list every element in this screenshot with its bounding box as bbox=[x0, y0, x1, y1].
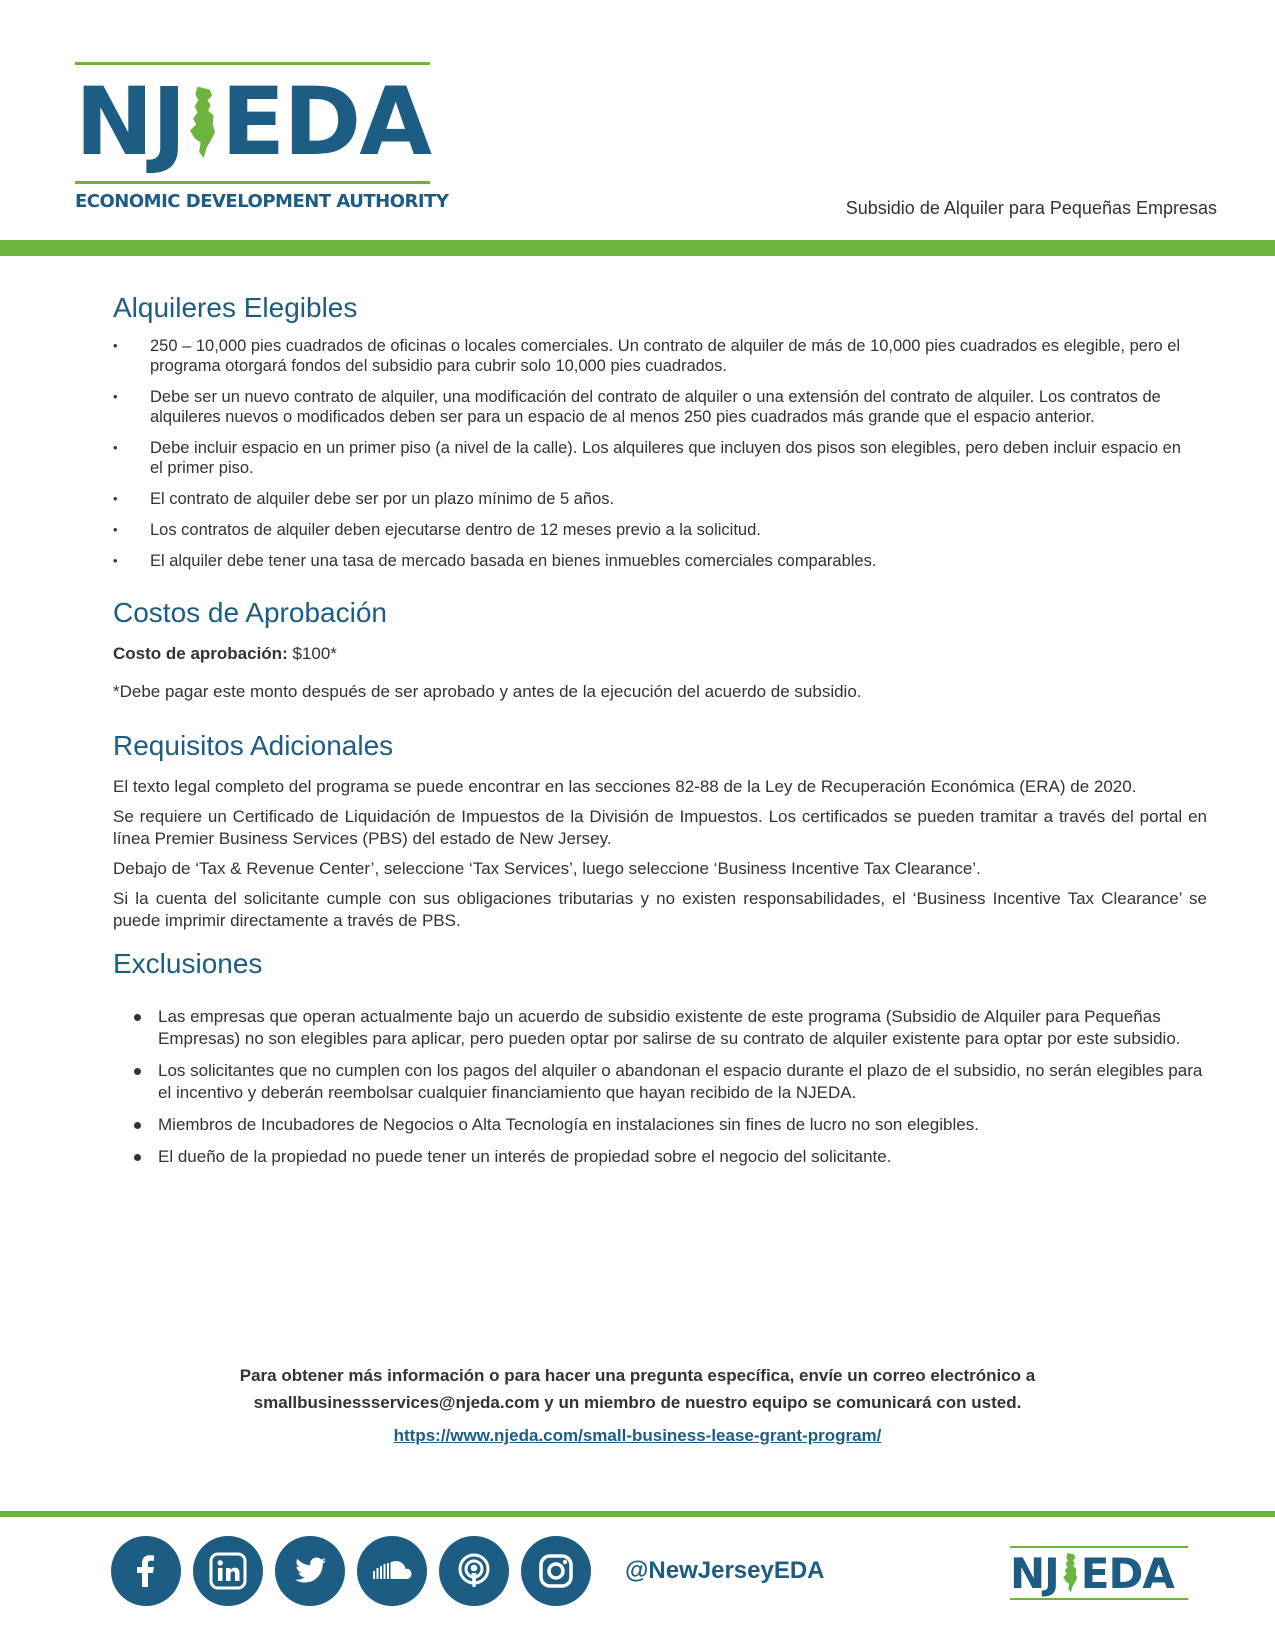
new-jersey-state-icon bbox=[187, 76, 217, 170]
social-handle[interactable]: @NewJerseyEDA bbox=[625, 1557, 825, 1584]
logo-wordmark bbox=[75, 65, 430, 181]
footer-logo-bottom-rule bbox=[1010, 1598, 1188, 1600]
approval-cost-label: Costo de aprobación: bbox=[113, 644, 288, 663]
approval-cost bbox=[113, 643, 1207, 665]
instagram-icon[interactable] bbox=[521, 1536, 591, 1606]
contact-line-1: Para obtener más información o para hacer una pregunta específica, envíe un correo electrónico a bbox=[239, 1366, 1036, 1385]
exclusions-list bbox=[113, 1006, 1207, 1168]
logo-bottom-rule bbox=[75, 181, 430, 184]
contact-line-2: smallbusinessservices@njeda.com y un miembro de nuestro equipo se comunicará con usted. bbox=[253, 1393, 1022, 1412]
requirements-body bbox=[113, 776, 1207, 932]
new-jersey-state-icon bbox=[1061, 1552, 1079, 1594]
facebook-icon[interactable] bbox=[111, 1536, 181, 1606]
approval-cost-value: $100* bbox=[287, 644, 337, 663]
list-item: El dueño de la propiedad no puede tener un interés de propiedad sobre el negocio del solicitante. bbox=[113, 1146, 1207, 1168]
footer-logo-text-nj: NJ bbox=[1010, 1548, 1059, 1598]
podcast-icon[interactable] bbox=[439, 1536, 509, 1606]
logo-text-nj: NJ bbox=[75, 68, 185, 177]
logo-subtitle: ECONOMIC DEVELOPMENT AUTHORITY bbox=[75, 191, 449, 212]
logo-text-eda: EDA bbox=[221, 68, 430, 177]
soundcloud-icon[interactable] bbox=[357, 1536, 427, 1606]
eligible-list bbox=[113, 336, 1207, 571]
footer-logo-wordmark bbox=[1010, 1548, 1188, 1598]
requirements-paragraph: El texto legal completo del programa se puede encontrar en las secciones 82-88 de la Ley de Recuperación Económica (ERA) de 2020. bbox=[113, 777, 1137, 796]
section-title-exclusions: Exclusiones bbox=[113, 948, 263, 979]
social-links bbox=[111, 1536, 825, 1606]
njeda-logo bbox=[75, 62, 449, 212]
document-subtitle: Subsidio de Alquiler para Pequeñas Empresas bbox=[845, 198, 1217, 218]
list-item: • Debe ser un nuevo contrato de alquiler, una modificación del contrato de alquiler o una extensión del contrato de alquiler. Los contratos de alquileres nuevos o modificados deben ser para un espacio de al menos 250 pies cuadrados más grande que el espacio anterior. bbox=[113, 387, 1207, 427]
approval-cost-note: *Debe pagar este monto después de ser aprobado y antes de la ejecución del acuerdo de subsidio. bbox=[113, 682, 862, 701]
list-item: Miembros de Incubadores de Negocios o Alta Tecnología en instalaciones sin fines de lucro no son elegibles. bbox=[113, 1114, 1207, 1136]
requirements-paragraph: Se requiere un Certificado de Liquidación de Impuestos de la División de Impuestos. Los certificados se pueden tramitar a través del portal en línea Premier Business Services (PBS) del estado de New Jersey. bbox=[113, 807, 1207, 848]
program-link[interactable]: https://www.njeda.com/small-business-lease-grant-program/ bbox=[393, 1426, 882, 1445]
header-divider bbox=[0, 240, 1275, 256]
linkedin-icon[interactable] bbox=[193, 1536, 263, 1606]
list-item: • El alquiler debe tener una tasa de mercado basada en bienes inmuebles comerciales comparables. bbox=[113, 551, 1207, 571]
footer-divider bbox=[0, 1511, 1275, 1517]
main-content bbox=[113, 290, 1207, 1178]
requirements-paragraph: Si la cuenta del solicitante cumple con sus obligaciones tributarias y no existen responsabilidades, el ‘Business Incentive Tax Clearance’ se puede imprimir directamente a través de PBS. bbox=[113, 889, 1207, 930]
list-item: • Los contratos de alquiler deben ejecutarse dentro de 12 meses previo a la solicitud. bbox=[113, 520, 1207, 540]
list-item: Los solicitantes que no cumplen con los pagos del alquiler o abandonan el espacio durante el plazo de el subsidio, no serán elegibles para el incentivo y deberán reembolsar cualquier financiamiento que hayan recibido de la NJEDA. bbox=[113, 1060, 1207, 1104]
footer-logo-text-eda: EDA bbox=[1080, 1548, 1174, 1598]
section-title-requirements: Requisitos Adicionales bbox=[113, 730, 394, 761]
contact-block bbox=[0, 1362, 1275, 1449]
twitter-icon[interactable] bbox=[275, 1536, 345, 1606]
list-item: • Debe incluir espacio en un primer piso (a nivel de la calle). Los alquileres que incluyen dos pisos son elegibles, pero deben incluir espacio en el primer piso. bbox=[113, 438, 1207, 478]
requirements-paragraph: Debajo de ‘Tax & Revenue Center’, seleccione ‘Tax Services’, luego seleccione ‘Business Incentive Tax Clearance’. bbox=[113, 859, 981, 878]
section-title-costs: Costos de Aprobación bbox=[113, 597, 387, 628]
footer-njeda-logo bbox=[1010, 1546, 1188, 1600]
section-title-eligible: Alquileres Elegibles bbox=[113, 292, 358, 323]
list-item: Las empresas que operan actualmente bajo un acuerdo de subsidio existente de este programa (Subsidio de Alquiler para Pequeñas Empresas) no son elegibles para aplicar, pero pueden optar por salirse de su contrato de alquiler existente para optar por este subsidio. bbox=[113, 1006, 1207, 1050]
list-item: • 250 – 10,000 pies cuadrados de oficinas o locales comerciales. Un contrato de alquiler de más de 10,000 pies cuadrados es elegible, pero el programa otorgará fondos del subsidio para cubrir solo 10,000 pies cuadrados. bbox=[113, 336, 1207, 376]
list-item: • El contrato de alquiler debe ser por un plazo mínimo de 5 años. bbox=[113, 489, 1207, 509]
